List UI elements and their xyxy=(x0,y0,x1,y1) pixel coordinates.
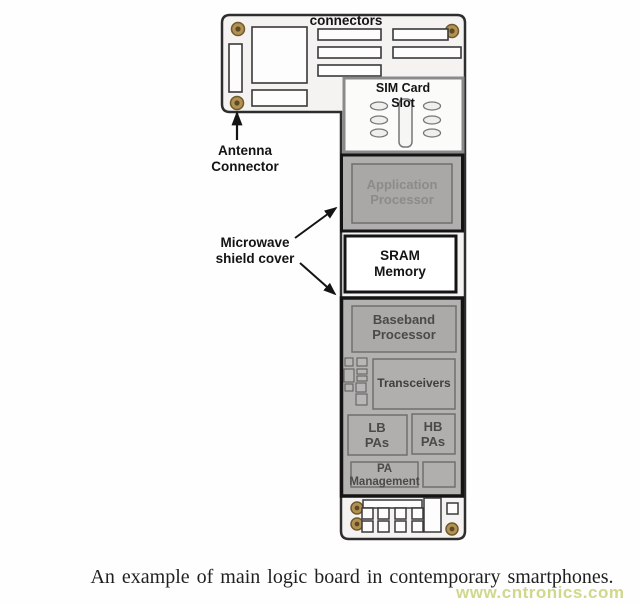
shield-arrow-upper xyxy=(295,208,336,238)
figure-caption: An example of main logic board in contemporary smartphones. xyxy=(90,566,614,588)
sim-card-slot-label-line2: Slot xyxy=(391,95,415,110)
screw-icon xyxy=(446,523,458,535)
sim-card-slot-label xyxy=(371,81,435,110)
sim-contact-pad xyxy=(424,129,441,137)
square-connector xyxy=(252,27,307,83)
sram-memory-line2: Memory xyxy=(374,263,426,279)
connector-strip xyxy=(393,29,448,40)
connector-strip xyxy=(318,29,381,40)
lb-pas-label xyxy=(357,420,397,450)
bottom-pad xyxy=(447,503,458,514)
hb-pas-line2: PAs xyxy=(420,434,446,450)
antenna-connector-callout xyxy=(195,143,295,174)
watermark: www.cntronics.com xyxy=(456,583,625,602)
antenna-connector-line1: Antenna xyxy=(218,143,272,158)
microwave-shield-line2: shield cover xyxy=(215,250,295,266)
microwave-shield-line1: Microwave xyxy=(220,235,290,250)
shield-arrow-lower xyxy=(300,263,335,294)
unlabeled-chip xyxy=(423,462,455,487)
application-processor-line2: Processor xyxy=(370,192,434,208)
application-processor-line1: Application xyxy=(366,177,438,192)
pa-management-line2: Management xyxy=(349,476,420,489)
hb-pas-label xyxy=(413,419,453,449)
microwave-shield-cover-callout xyxy=(205,235,305,266)
screw-icon xyxy=(231,97,244,110)
sim-card-slot-label-line1: SIM Card xyxy=(375,81,431,95)
lb-pas-line1: LB xyxy=(368,420,386,435)
screw-icon xyxy=(351,518,363,530)
board-connector xyxy=(252,90,307,106)
sram-memory-label xyxy=(360,248,440,279)
screw-icon xyxy=(351,502,363,514)
connectors-label: connectors xyxy=(309,13,383,28)
pa-management-label xyxy=(346,463,423,490)
sim-contact-pad xyxy=(371,116,388,124)
sim-contact-pad xyxy=(424,116,441,124)
baseband-processor-line1: Baseband xyxy=(372,312,436,327)
baseband-processor-label xyxy=(352,312,456,342)
bottom-connector xyxy=(424,498,441,532)
hb-pas-line1: HB xyxy=(423,419,443,434)
baseband-processor-line2: Processor xyxy=(372,327,436,343)
connector-strip xyxy=(393,47,461,58)
sim-contact-pad xyxy=(371,129,388,137)
edge-connector xyxy=(229,44,242,92)
connector-strip xyxy=(318,65,381,76)
pa-management-line1: PA xyxy=(376,463,393,475)
screw-icon xyxy=(232,23,245,36)
application-processor-label xyxy=(352,177,452,207)
connector-strip xyxy=(318,47,381,58)
antenna-connector-line2: Connector xyxy=(211,158,279,174)
sram-memory-line1: SRAM xyxy=(380,248,420,263)
lb-pas-line2: PAs xyxy=(364,435,390,451)
transceivers-label: Transceivers xyxy=(377,376,451,390)
bottom-connector-bar xyxy=(363,500,422,508)
